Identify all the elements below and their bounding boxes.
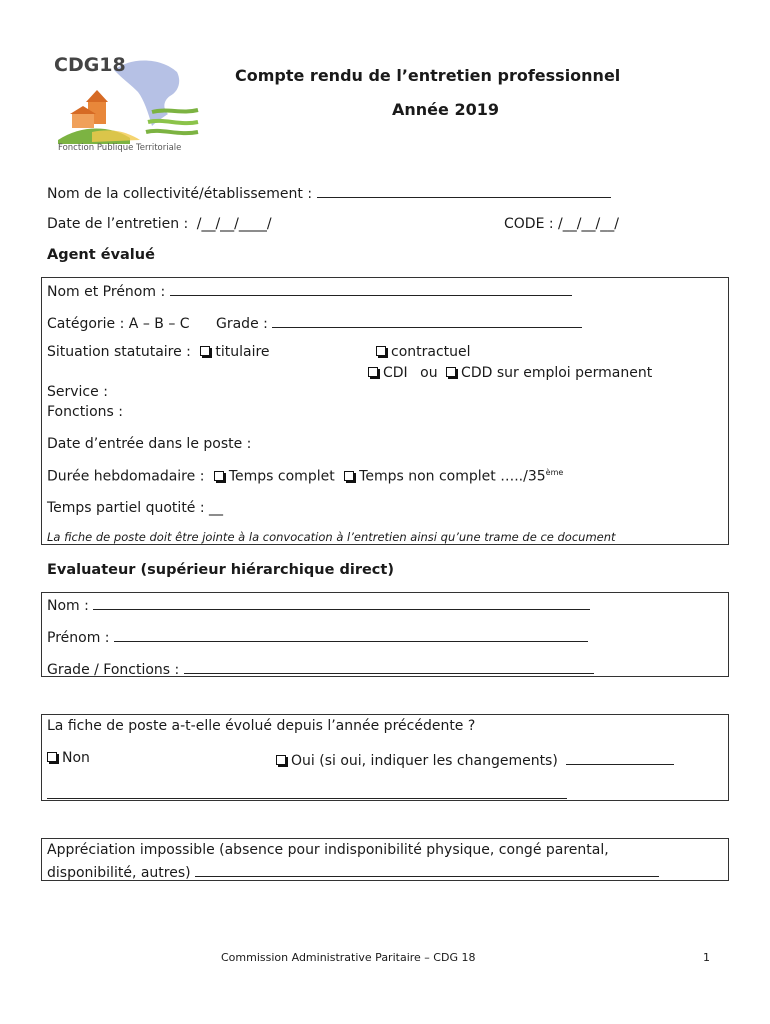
evaluateur-grade-field[interactable] [184,659,594,674]
agent-service-label: Service : [47,384,108,400]
code-row [504,216,619,232]
collectivite-row [47,183,611,202]
oui-checkbox[interactable] [276,755,286,765]
evaluateur-prenom-label: Prénom : [47,630,110,646]
cdd-checkbox[interactable] [446,367,456,377]
agent-heading: Agent évalué [47,247,155,263]
date-entretien-field[interactable]: /__/__/____/ [196,216,272,232]
cdi-cdd-row [368,365,652,381]
agent-categorie-label: Catégorie : A – B – C [47,316,190,332]
agent-note: La fiche de poste doit être jointe à la convocation à l’entretien ainsi qu’une trame de ce document [47,530,616,544]
collectivite-label: Nom de la collectivité/établissement : [47,186,313,202]
agent-situation-label: Situation statutaire : [47,344,191,360]
evaluateur-heading: Evaluateur (supérieur hiérarchique direct) [47,562,394,578]
agent-nom-row [47,281,572,300]
contractuel-option [376,344,471,360]
cdd-label: CDD sur emploi permanent [461,365,653,381]
evaluateur-prenom-field[interactable] [114,627,588,642]
temps-non-complet-checkbox[interactable] [344,471,354,481]
date-entretien-label: Date de l’entretien : [47,216,189,232]
document-title: Compte rendu de l’entretien professionnel [235,66,621,85]
appreciation-field[interactable] [195,862,659,877]
fiche-non-option [47,750,90,766]
temps-non-complet-label: Temps non complet …../35 [359,468,546,485]
evaluateur-grade-label: Grade / Fonctions : [47,662,180,678]
agent-date-entree-label: Date d’entrée dans le poste : [47,436,252,452]
agent-categorie-row [47,313,582,332]
fiche-extra-line[interactable] [47,784,567,799]
agent-fonctions-label: Fonctions : [47,404,123,420]
oui-label: Oui (si oui, indiquer les changements) [291,753,558,769]
document-year: Année 2019 [392,100,499,119]
fiche-question: La fiche de poste a-t-elle évolué depuis l’année précédente ? [47,718,476,734]
temps-complet-label: Temps complet [228,468,335,485]
cdi-label: CDI [383,365,408,381]
agent-grade-field[interactable] [272,313,582,328]
footer-text: Commission Administrative Paritaire – CDG 18 [221,951,476,964]
duree-label: Durée hebdomadaire : [47,468,205,485]
non-checkbox[interactable] [47,752,57,762]
fiche-oui-option [276,750,674,769]
ou-label: ou [420,365,438,381]
code-label: CODE : [504,216,554,232]
appreciation-line2-row [47,862,659,881]
evaluateur-grade-row [47,659,594,678]
agent-duree-row [47,468,563,485]
agent-temps-partiel[interactable]: Temps partiel quotité : __ [47,500,224,516]
titulaire-label: titulaire [215,344,270,360]
non-label: Non [62,750,90,766]
appreciation-line1: Appréciation impossible (absence pour indisponibilité physique, congé parental, [47,842,609,858]
page-number: 1 [703,951,710,964]
date-entretien-row [47,216,272,232]
code-field[interactable]: /__/__/__/ [558,216,619,232]
appreciation-line2: disponibilité, autres) [47,865,191,881]
collectivite-field[interactable] [317,183,611,198]
logo-brand-text: CDG18 [54,54,126,76]
titulaire-checkbox[interactable] [200,346,210,356]
cdg18-logo [52,52,202,157]
evaluateur-nom-row [47,595,590,614]
contractuel-checkbox[interactable] [376,346,386,356]
evaluateur-prenom-row [47,627,588,646]
agent-grade-label: Grade : [216,316,268,332]
evaluateur-nom-field[interactable] [93,595,590,610]
contractuel-label: contractuel [391,344,471,360]
agent-nom-field[interactable] [170,281,572,296]
agent-nom-label: Nom et Prénom : [47,284,166,300]
eme-superscript: ème [545,468,564,477]
evaluateur-nom-label: Nom : [47,598,89,614]
logo-tagline: Fonction Publique Territoriale [58,143,182,153]
cdi-checkbox[interactable] [368,367,378,377]
agent-situation-row [47,344,270,360]
temps-complet-checkbox[interactable] [214,471,224,481]
oui-changes-field[interactable] [566,750,674,765]
